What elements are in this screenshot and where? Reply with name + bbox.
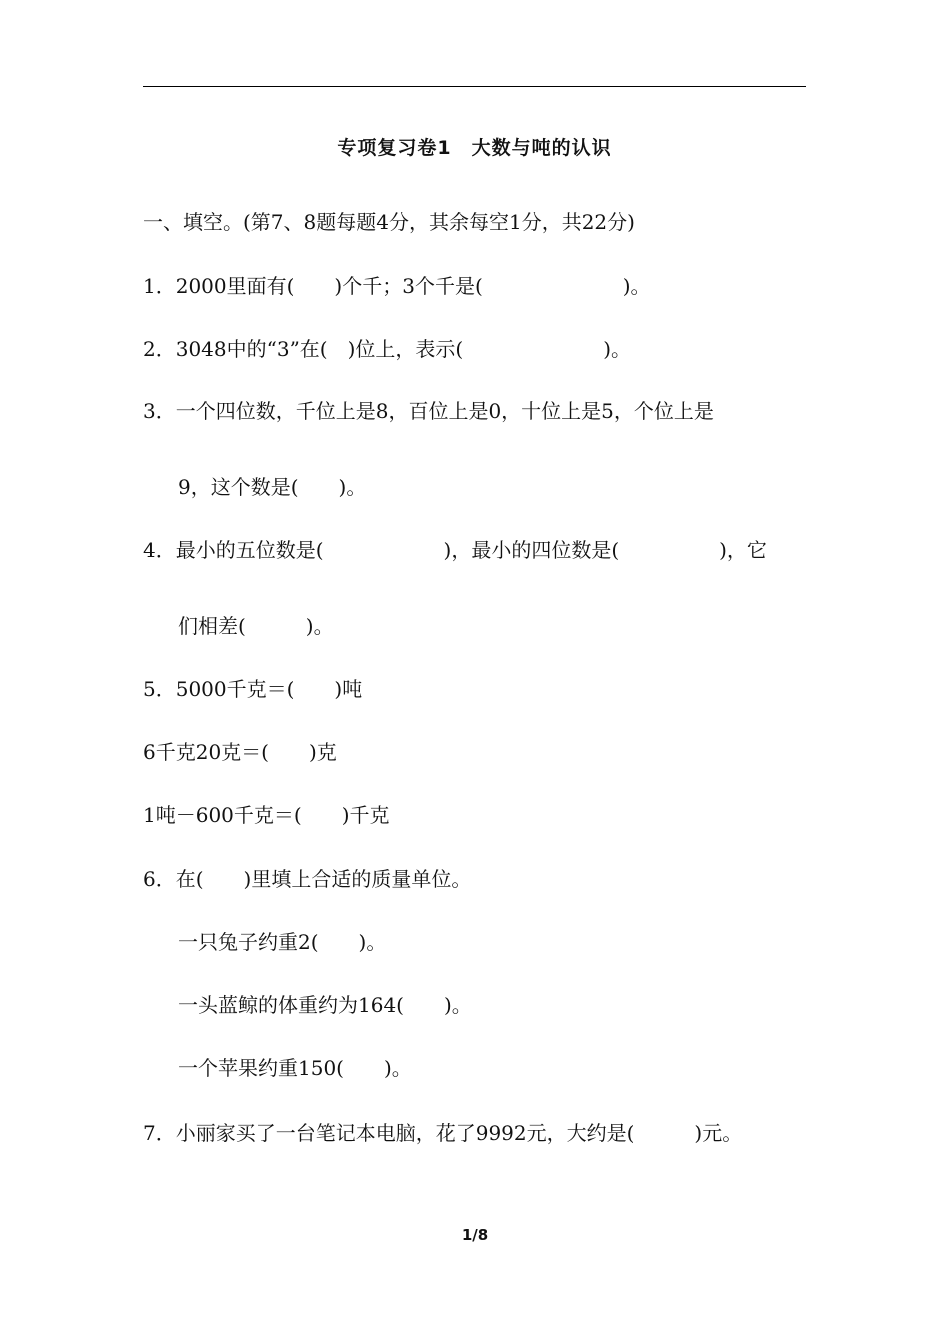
question-6-a: 一只兔子约重2( )。 — [178, 930, 387, 954]
question-3: 3．一个四位数，千位上是8，百位上是0，十位上是5，个位上是 — [143, 399, 714, 423]
section-heading: 一、填空。(第7、8题每题4分，其余每空1分，共22分) — [143, 210, 635, 234]
header-rule — [143, 86, 806, 87]
question-5: 5．5000千克＝( )吨 — [143, 677, 363, 701]
question-6: 6．在( )里填上合适的质量单位。 — [143, 867, 472, 891]
question-6-b: 一头蓝鲸的体重约为164( )。 — [178, 993, 472, 1017]
question-5-c: 1吨－600千克＝( )千克 — [143, 803, 390, 827]
question-2: 2．3048中的“3”在( )位上，表示( )。 — [143, 337, 632, 361]
question-7: 7．小丽家买了一台笔记本电脑，花了9992元，大约是( )元。 — [143, 1121, 743, 1145]
question-4-cont: 们相差( )。 — [178, 614, 334, 638]
page-indicator: 1/8 — [461, 1226, 489, 1244]
question-3-cont: 9，这个数是( )。 — [178, 475, 367, 499]
question-1: 1．2000里面有( )个千；3个千是( )。 — [143, 274, 651, 298]
question-6-c: 一个苹果约重150( )。 — [178, 1056, 412, 1080]
page-title: 专项复习卷1 大数与吨的认识 — [337, 137, 612, 159]
question-4: 4．最小的五位数是( )，最小的四位数是( )，它 — [143, 538, 767, 562]
question-5-b: 6千克20克＝( )克 — [143, 740, 337, 764]
